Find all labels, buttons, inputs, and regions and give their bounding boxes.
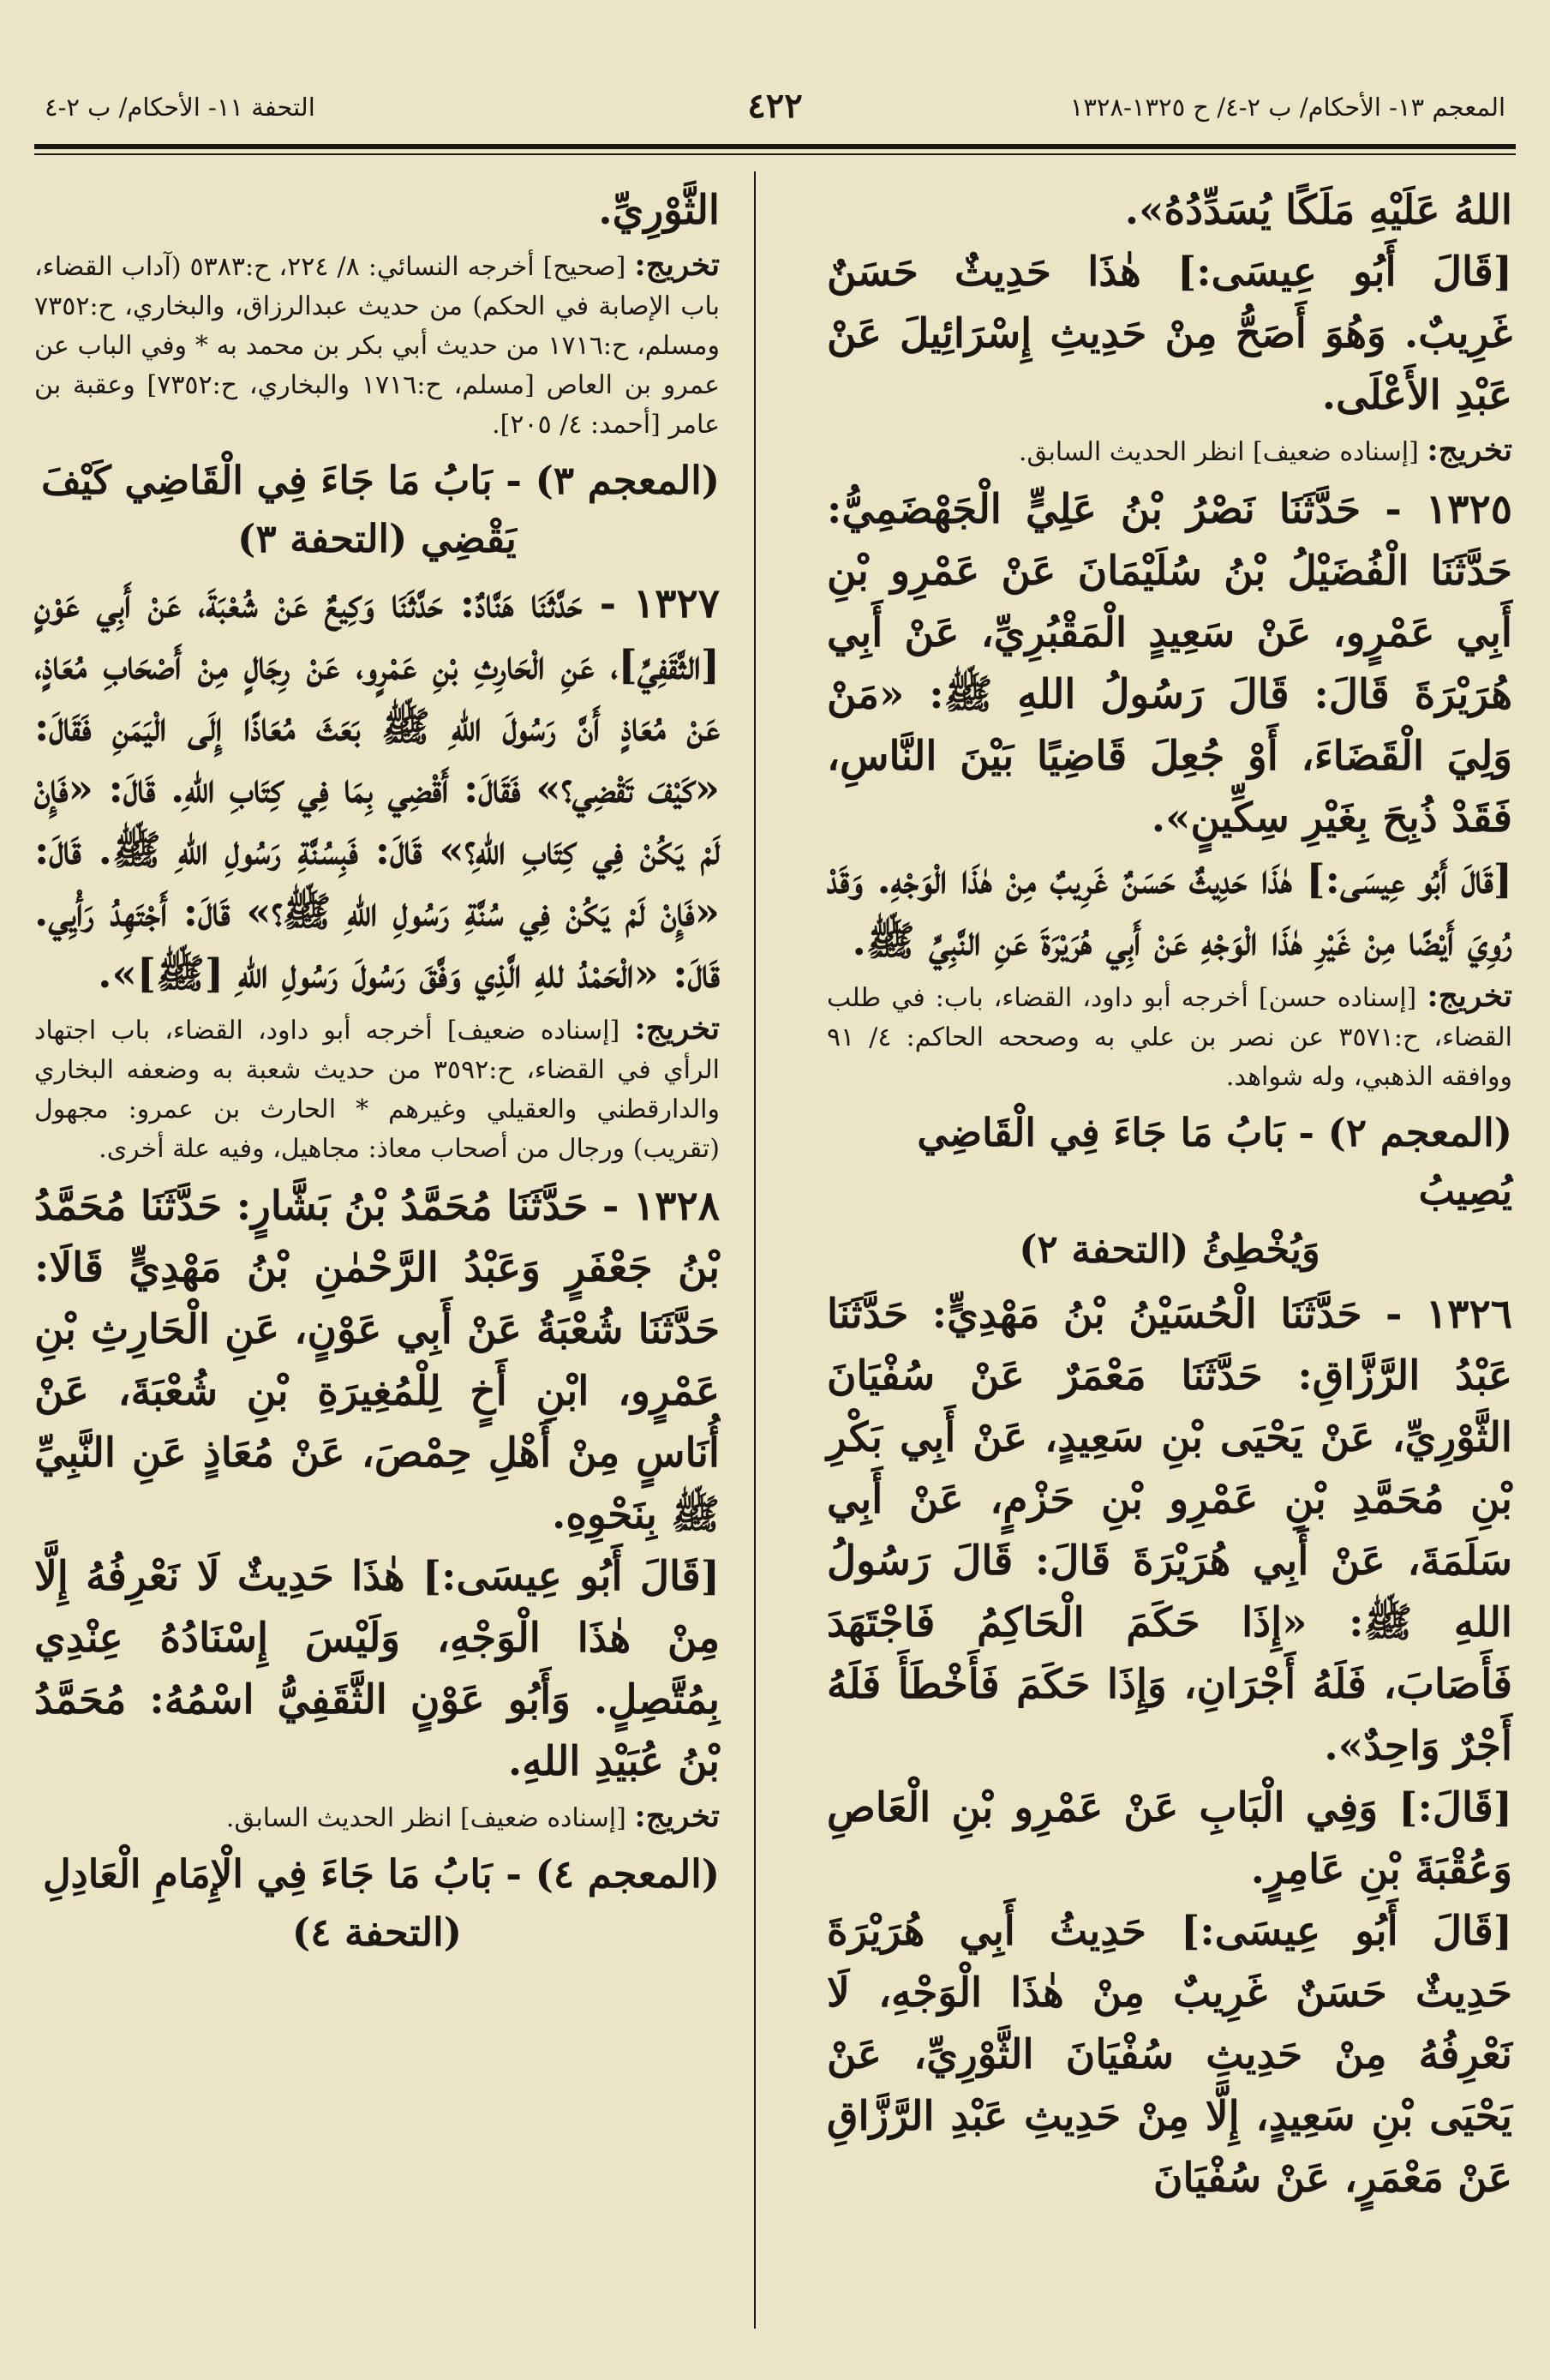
chapter-heading-tail: يَقْضِي (التحفة ٣) [237, 516, 517, 561]
commentary-paragraph: [قَالَ أَبُو عِيسَى:] هٰذَا حَدِيثٌ حَسَنٌ غَرِيبٌ. وَهُوَ أَصَحُّ مِنْ حَدِيثِ إِسْرَائِيلَ عَنْ عَبْدِ الأَعْلَى. [827, 249, 1512, 419]
takhrij-text: [إسناده ضعيف] أخرجه أبو داود، القضاء، باب اجتهاد الرأي في القضاء، ح:٣٥٩٢ من حديث شعبة به وضعفه البخاري والدارقطني والعقيلي وغيرهم * الحارث بن عمرو: مجهول (تقريب) ورجال من أصحاب معاذ: مجاهيل، وفيه علة أخرى. [34, 1016, 720, 1164]
hadith-1326: ١٣٢٦ - حَدَّثَنَا الْحُسَيْنُ بْنُ مَهْدِيٍّ: حَدَّثَنَا عَبْدُ الرَّزَّاقِ: حَدَّثَنَا مَعْمَرٌ عَنْ سُفْيَانَ الثَّوْرِيِّ، عَنْ يَحْيَى بْنِ سَعِيدٍ، عَنْ أَبِي بَكْرِ بْنِ مُحَمَّدِ بْنِ عَمْرِو بْنِ حَزْمٍ، عَنْ أَبِي سَلَمَةَ، عَنْ أَبِي هُرَيْرَةَ قَالَ: قَالَ رَسُولُ اللهِ ﷺ: «إِذَا حَكَمَ الْحَاكِمُ فَاجْتَهَدَ فَأَصَابَ، فَلَهُ أَجْرَانِ، وَإِذَا حَكَمَ فَأَخْطَأَ فَلَهُ أَجْرٌ وَاحِدٌ». [827, 1291, 1512, 1770]
text-paragraph: اللهُ عَلَيْهِ مَلَكًا يُسَدِّدُهُ». [1124, 187, 1512, 234]
hadith-1325: ١٣٢٥ - حَدَّثَنَا نَصْرُ بْنُ عَلِيٍّ الْجَهْضَمِيُّ: حَدَّثَنَا الْفُضَيْلُ بْنُ سُلَيْمَانَ عَنْ عَمْرِو بْنِ أَبِي عَمْرٍو، عَنْ سَعِيدٍ الْمَقْبُرِيِّ، عَنْ أَبِي هُرَيْرَةَ قَالَ: قَالَ رَسُولُ اللهِ ﷺ: «مَنْ وَلِيَ الْقَضَاءَ، أَوْ جُعِلَ قَاضِيًا بَيْنَ النَّاسِ، فَقَدْ ذُبِحَ بِغَيْرِ سِكِّينٍ». [827, 486, 1512, 842]
page-number: ٤٢٢ [747, 86, 803, 126]
header-right-reference: المعجم ١٣- الأحكام/ ب ٢-٤/ ح ١٣٢٥-١٣٢٨ [1069, 93, 1505, 122]
takhrij-note [34, 1009, 720, 1169]
commentary-paragraph: [قَالَ:] وَفِي الْبَابِ عَنْ عَمْرِو بْنِ الْعَاصِ وَعُقْبَةَ بْنِ عَامِرٍ. [827, 1784, 1512, 1893]
commentary-paragraph: [قَالَ أَبُو عِيسَى:] حَدِيثُ أَبِي هُرَيْرَةَ حَدِيثٌ حَسَنٌ غَرِيبٌ مِنْ هٰذَا الْوَجْهِ، لَا نَعْرِفُهُ مِنْ حَدِيثِ سُفْيَانَ الثَّوْرِيِّ، عَنْ يَحْيَى بْنِ سَعِيدٍ، إِلَّا مِنْ حَدِيثِ عَبْدِ الرَّزَّاقِ عَنْ مَعْمَرٍ، عَنْ سُفْيَانَ [827, 1908, 1512, 2202]
takhrij-label: تخريج: [1427, 978, 1512, 1014]
header-rule-thin [34, 153, 1516, 155]
takhrij-note [34, 1796, 720, 1838]
hadith-1328: ١٣٢٨ - حَدَّثَنَا مُحَمَّدُ بْنُ بَشَّارٍ: حَدَّثَنَا مُحَمَّدُ بْنُ جَعْفَرٍ وَعَبْدُ الرَّحْمٰنِ بْنُ مَهْدِيٍّ قَالَا: حَدَّثَنَا شُعْبَةُ عَنْ أَبِي عَوْنٍ، عَنِ الْحَارِثِ بْنِ عَمْرٍو، ابْنِ أَخٍ لِلْمُغِيرَةِ بْنِ شُعْبَةَ، عَنْ أُنَاسٍ مِنْ أَهْلِ حِمْصَ، عَنْ مُعَاذٍ عَنِ النَّبِيِّ ﷺ بِنَحْوِهِ. [34, 1183, 720, 1538]
takhrij-note [827, 430, 1512, 472]
takhrij-note [827, 976, 1512, 1097]
column-divider [754, 171, 756, 2329]
takhrij-label: تخريج: [634, 247, 720, 283]
chapter-heading-3 [34, 452, 720, 568]
chapter-heading-text: (المعجم ٣) - بَابُ مَا جَاءَ فِي الْقَاضِي كَيْفَ [41, 458, 720, 503]
chapter-heading-tail: وَيُخْطِئُ (التحفة ٢) [1019, 1226, 1320, 1272]
commentary-paragraph: [قَالَ أَبُو عِيسَى:] هٰذَا حَدِيثٌ حَسَنٌ غَرِيبٌ مِنْ هٰذَا الْوَجْهِ. وَقَدْ رُوِيَ أَيْضًا مِنْ غَيْرِ هٰذَا الْوَجْهِ عَنْ أَبِي هُرَيْرَةَ عَنِ النَّبِيِّ ﷺ. [827, 856, 1512, 965]
chapter-heading-text: (المعجم ٤) - بَابُ مَا جَاءَ فِي الْإِمَامِ الْعَادِلِ [42, 1851, 720, 1897]
takhrij-text: [صحيح] أخرجه النسائي: ٨/ ٢٢٤، ح:٥٣٨٣ (آداب القضاء، باب الإصابة في الحكم) من حديث عبدالرزاق، والبخاري، ح:٧٣٥٢ ومسلم، ح:١٧١٦ من حديث أبي بكر بن محمد به * وفي الباب عن عمرو بن العاص [مسلم، ح:١٧١٦ والبخاري، ح:٧٣٥٢] وعقبة بن عامر [أحمد: ٤/ ٢٠٥]. [34, 252, 721, 440]
takhrij-label: تخريج: [634, 1798, 720, 1834]
takhrij-label: تخريج: [1427, 432, 1512, 468]
chapter-heading-2 [827, 1104, 1512, 1279]
chapter-heading-4 [34, 1845, 720, 1962]
chapter-heading-tail: (التحفة ٤) [291, 1909, 463, 1955]
page-header [34, 86, 1516, 146]
text-paragraph: الثَّوْرِيِّ. [598, 187, 720, 234]
takhrij-note [34, 245, 720, 445]
commentary-paragraph: [قَالَ أَبُو عِيسَى:] هٰذَا حَدِيثٌ لَا نَعْرِفُهُ إِلَّا مِنْ هٰذَا الْوَجْهِ، وَلَيْسَ إِسْنَادُهُ عِنْدِي بِمُتَّصِلٍ. وَأَبُو عَوْنٍ الثَّقَفِيُّ اسْمُهُ: مُحَمَّدُ بْنُ عُبَيْدِ اللهِ. [34, 1553, 720, 1785]
header-rule-thick [34, 144, 1516, 149]
takhrij-text: [إسناده ضعيف] انظر الحديث السابق. [1018, 437, 1419, 467]
left-column [34, 180, 720, 1967]
chapter-heading-text: (المعجم ٢) - بَابُ مَا جَاءَ فِي الْقَاضِي يُصِيبُ [917, 1110, 1512, 1214]
takhrij-text: [إسناده ضعيف] انظر الحديث السابق. [225, 1803, 626, 1833]
takhrij-text: [إسناده حسن] أخرجه أبو داود، القضاء، باب: في طلب القضاء، ح:٣٥٧١ عن نصر بن علي به وصححه الحاكم: ٤/ ٩١ ووافقه الذهبي، وله شواهد. [827, 983, 1512, 1092]
header-left-reference: التحفة ١١- الأحكام/ ب ٢-٤ [45, 93, 315, 122]
takhrij-label: تخريج: [634, 1010, 720, 1046]
right-column [827, 180, 1512, 2209]
hadith-1327: ١٣٢٧ - حَدَّثَنَا هَنَّادٌ: حَدَّثَنَا وَكِيعٌ عَنْ شُعْبَةَ، عَنْ أَبِي عَوْنٍ [الثَّقَفِيِّ]، عَنِ الْحَارِثِ بْنِ عَمْرٍو، عَنْ رِجَالٍ مِنْ أَصْحَابِ مُعَاذٍ، عَنْ مُعَاذٍ أَنَّ رَسُولَ اللهِ ﷺ بَعَثَ مُعَاذًا إِلَى الْيَمَنِ فَقَالَ: «كَيْفَ تَقْضِي؟» فَقَالَ: أَقْضِي بِمَا فِي كِتَابِ اللهِ. قَالَ: «فَإِنْ لَمْ يَكُنْ فِي كِتَابِ اللهِ؟» قَالَ: فَبِسُنَّةِ رَسُولِ اللهِ ﷺ. قَالَ: «فَإِنْ لَمْ يَكُنْ فِي سُنَّةِ رَسُولِ اللهِ ﷺ؟» قَالَ: أَجْتَهِدُ رَأْيِي. قَالَ: «الْحَمْدُ للهِ الَّذِي وَفَّقَ رَسُولَ رَسُولِ اللهِ [ﷺ]». [34, 580, 721, 998]
